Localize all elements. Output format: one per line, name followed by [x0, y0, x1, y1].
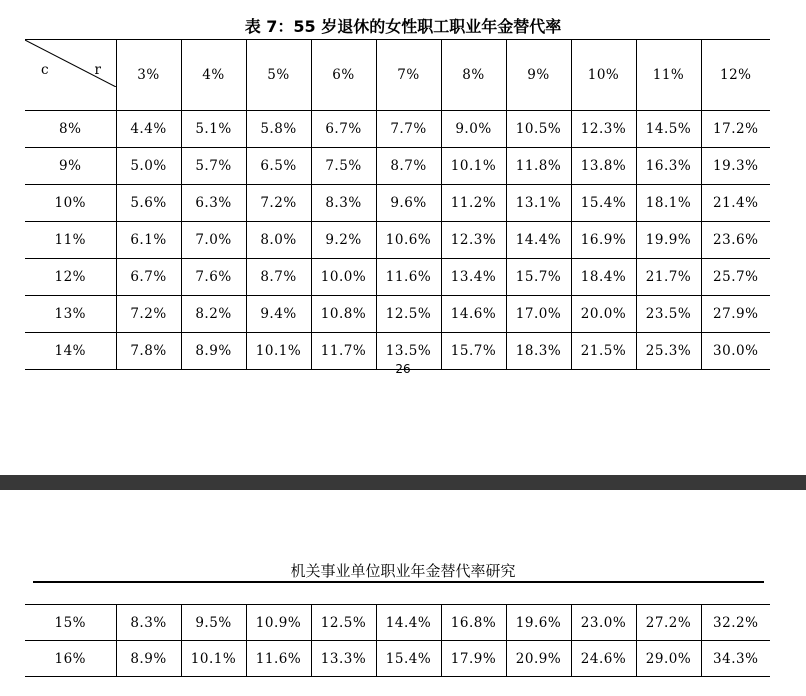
- table-cell: 7.5%: [311, 148, 376, 185]
- table-cell: 13.5%: [376, 333, 441, 370]
- table-cell: 14.4%: [506, 222, 571, 259]
- table-cell: 27.9%: [701, 296, 770, 333]
- table-cell: 8.2%: [181, 296, 246, 333]
- corner-cell: [25, 40, 116, 111]
- row-header: 10%: [25, 185, 116, 222]
- table-title: 表 7：55 岁退休的女性职工职业年金替代率: [244, 17, 562, 36]
- table-cell: 25.7%: [701, 259, 770, 296]
- table-cell: 21.4%: [701, 185, 770, 222]
- diagonal-line: [25, 40, 116, 87]
- table-cell: 12.3%: [571, 111, 636, 148]
- table-cell: 6.3%: [181, 185, 246, 222]
- table-cell: 11.6%: [246, 641, 311, 677]
- column-header: 8%: [441, 40, 506, 111]
- table-cell: 18.4%: [571, 259, 636, 296]
- table-cell: 20.9%: [506, 641, 571, 677]
- table-cell: 12.5%: [311, 605, 376, 641]
- header-rule: [33, 581, 764, 583]
- page-separator: [0, 475, 806, 490]
- table-cell: 5.6%: [116, 185, 181, 222]
- table-cell: 7.7%: [376, 111, 441, 148]
- table-cell: 30.0%: [701, 333, 770, 370]
- table-cell: 10.1%: [181, 641, 246, 677]
- table-cell: 7.0%: [181, 222, 246, 259]
- table-cell: 8.7%: [246, 259, 311, 296]
- table-cell: 7.6%: [181, 259, 246, 296]
- column-header: 7%: [376, 40, 441, 111]
- table-cell: 18.3%: [506, 333, 571, 370]
- row-header: 8%: [25, 111, 116, 148]
- table-cell: 11.7%: [311, 333, 376, 370]
- row-header: 11%: [25, 222, 116, 259]
- table-cell: 10.6%: [376, 222, 441, 259]
- column-header: 10%: [571, 40, 636, 111]
- table-cell: 14.4%: [376, 605, 441, 641]
- table-row: [25, 222, 770, 259]
- table-row: [25, 185, 770, 222]
- table-cell: 5.8%: [246, 111, 311, 148]
- table-cell: 29.0%: [636, 641, 701, 677]
- table-cell: 15.4%: [571, 185, 636, 222]
- table-row: [25, 259, 770, 296]
- table-cell: 17.0%: [506, 296, 571, 333]
- table-cell: 20.0%: [571, 296, 636, 333]
- table-cell: 8.3%: [116, 605, 181, 641]
- table-cell: 15.7%: [506, 259, 571, 296]
- row-header: 9%: [25, 148, 116, 185]
- table-cell: 32.2%: [701, 605, 770, 641]
- table-cell: 6.5%: [246, 148, 311, 185]
- table-cell: 11.2%: [441, 185, 506, 222]
- table-cell: 5.0%: [116, 148, 181, 185]
- table-cell: 8.9%: [116, 641, 181, 677]
- table-cell: 10.0%: [311, 259, 376, 296]
- table-cell: 17.9%: [441, 641, 506, 677]
- table-cell: 25.3%: [636, 333, 701, 370]
- table-cell: 11.6%: [376, 259, 441, 296]
- table-cell: 23.5%: [636, 296, 701, 333]
- table-row: [25, 605, 770, 641]
- table-row: [25, 641, 770, 677]
- table-cell: 11.8%: [506, 148, 571, 185]
- table-row: [25, 111, 770, 148]
- table-row: [25, 148, 770, 185]
- table-cell: 15.7%: [441, 333, 506, 370]
- table-cell: 13.3%: [311, 641, 376, 677]
- replacement-rate-table-continued: [25, 604, 770, 677]
- table-cell: 21.5%: [571, 333, 636, 370]
- column-header: 6%: [311, 40, 376, 111]
- table-cell: 12.5%: [376, 296, 441, 333]
- table-cell: 10.8%: [311, 296, 376, 333]
- table-cell: 34.3%: [701, 641, 770, 677]
- table-cell: 13.1%: [506, 185, 571, 222]
- table-cell: 9.6%: [376, 185, 441, 222]
- column-header: 12%: [701, 40, 770, 111]
- table-row: [25, 296, 770, 333]
- table-cell: 8.9%: [181, 333, 246, 370]
- table-cell: 5.7%: [181, 148, 246, 185]
- table-cell: 13.4%: [441, 259, 506, 296]
- row-header: 16%: [25, 641, 116, 677]
- table-cell: 16.3%: [636, 148, 701, 185]
- running-header: 机关事业单位职业年金替代率研究: [290, 562, 516, 580]
- row-header: 15%: [54, 614, 86, 631]
- table-cell: 14.5%: [636, 111, 701, 148]
- table-cell: 18.1%: [636, 185, 701, 222]
- page-number: 26: [395, 362, 411, 376]
- table-cell: 9.0%: [441, 111, 506, 148]
- table-cell: 8.3%: [311, 185, 376, 222]
- table-cell: 14.6%: [441, 296, 506, 333]
- row-header: 13%: [25, 296, 116, 333]
- table-cell: 5.1%: [181, 111, 246, 148]
- table-cell: 7.2%: [116, 296, 181, 333]
- table-cell: 9.5%: [181, 605, 246, 641]
- table-cell: 10.1%: [441, 148, 506, 185]
- table-cell: 8.0%: [246, 222, 311, 259]
- table-cell: 10.5%: [506, 111, 571, 148]
- row-header: 14%: [25, 333, 116, 370]
- table-cell: 23.0%: [571, 605, 636, 641]
- column-header: 9%: [506, 40, 571, 111]
- table-cell: 19.6%: [506, 605, 571, 641]
- table-cell: 7.8%: [116, 333, 181, 370]
- table-cell: 16.9%: [571, 222, 636, 259]
- table-cell: 16.8%: [441, 605, 506, 641]
- table-cell: 17.2%: [701, 111, 770, 148]
- table-cell: 21.7%: [636, 259, 701, 296]
- column-header: 4%: [181, 40, 246, 111]
- table-cell: 12.3%: [441, 222, 506, 259]
- table-cell: 19.9%: [636, 222, 701, 259]
- column-header: 5%: [246, 40, 311, 111]
- table-cell: 6.7%: [116, 259, 181, 296]
- table-cell: 7.2%: [246, 185, 311, 222]
- row-variable-label: c: [41, 62, 50, 78]
- table-cell: 8.7%: [376, 148, 441, 185]
- table-cell: 6.7%: [311, 111, 376, 148]
- replacement-rate-table: [25, 39, 770, 370]
- table-cell: 13.8%: [571, 148, 636, 185]
- table-cell: 24.6%: [571, 641, 636, 677]
- table-cell: 19.3%: [701, 148, 770, 185]
- table-cell: 4.4%: [116, 111, 181, 148]
- table-cell: 9.4%: [246, 296, 311, 333]
- table-cell: 10.1%: [246, 333, 311, 370]
- table-header-row: [25, 40, 770, 111]
- column-variable-label: r: [94, 62, 102, 78]
- column-header: 3%: [116, 40, 181, 111]
- table-cell: 10.9%: [246, 605, 311, 641]
- table-cell: 15.4%: [376, 641, 441, 677]
- table-cell: 23.6%: [701, 222, 770, 259]
- row-header: 12%: [25, 259, 116, 296]
- column-header: 11%: [636, 40, 701, 111]
- table-cell: 9.2%: [311, 222, 376, 259]
- table-cell: 27.2%: [636, 605, 701, 641]
- table-cell: 6.1%: [116, 222, 181, 259]
